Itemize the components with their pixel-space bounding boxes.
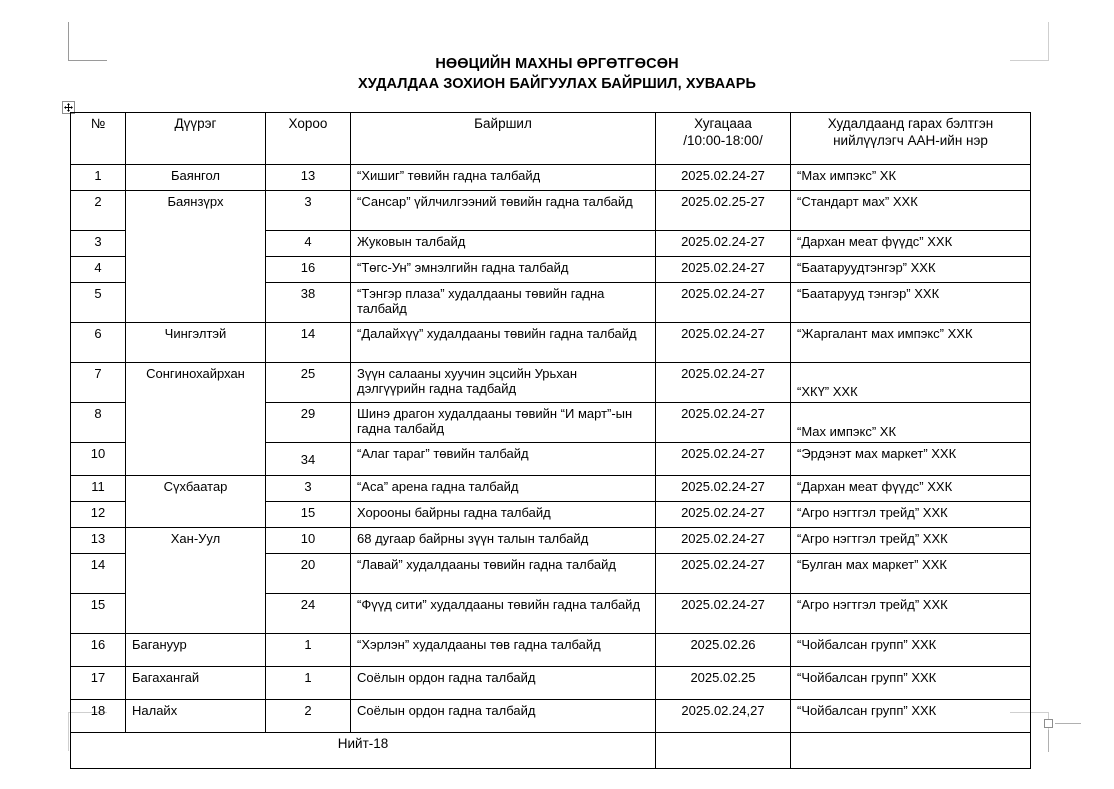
cell-district-songinokhairkhan: Сонгинохайрхан	[126, 363, 266, 476]
cell-khoroo: 34	[266, 443, 351, 476]
cell-date: 2025.02.26	[656, 634, 791, 667]
cell-no: 6	[71, 323, 126, 363]
cell-date: 2025.02.24,27	[656, 700, 791, 733]
resize-guide-horizontal	[1055, 723, 1081, 724]
cell-date: 2025.02.24-27	[656, 502, 791, 528]
cell-date: 2025.02.24-27	[656, 476, 791, 502]
cell-khoroo: 16	[266, 257, 351, 283]
cell-district-bayanzurkh: Баянзүрх	[126, 191, 266, 323]
cell-location: “Аса” арена гадна талбайд	[351, 476, 656, 502]
cell-company: “Баатарууд тэнгэр” ХХК	[791, 283, 1031, 323]
cell-company: “Чойбалсан групп” ХХК	[791, 634, 1031, 667]
cell-location: Жуковын талбайд	[351, 231, 656, 257]
cell-no: 7	[71, 363, 126, 403]
table-body	[71, 165, 1031, 769]
cell-no: 14	[71, 554, 126, 594]
schedule-table	[70, 112, 1031, 769]
column-header-district: Дүүрэг	[126, 113, 266, 165]
cell-company: “Дархан меат фүүдс” ХХК	[791, 231, 1031, 257]
cell-khoroo: 14	[266, 323, 351, 363]
table-head	[71, 113, 1031, 165]
cell-no: 12	[71, 502, 126, 528]
cell-no: 5	[71, 283, 126, 323]
cell-company: “Дархан меат фүүдс” ХХК	[791, 476, 1031, 502]
cell-company: “Агро нэгтгэл трейд” ХХК	[791, 528, 1031, 554]
cell-khoroo: 2	[266, 700, 351, 733]
resize-guide-vertical	[1048, 730, 1049, 752]
cell-location: “Хэрлэн” худалдааны төв гадна талбайд	[351, 634, 656, 667]
cell-district-bayangol: Баянгол	[126, 165, 266, 191]
four-way-arrow-icon	[64, 103, 73, 112]
page-title-line-1: НӨӨЦИЙН МАХНЫ ӨРГӨТГӨСӨН	[435, 56, 679, 72]
column-header-khoroo: Хороо	[266, 113, 351, 165]
cell-company: “Агро нэгтгэл трейд” ХХК	[791, 502, 1031, 528]
cell-company: “Мах импэкс” ХК	[791, 165, 1031, 191]
cell-no: 10	[71, 443, 126, 476]
cell-no: 1	[71, 165, 126, 191]
cell-date: 2025.02.24-27	[656, 257, 791, 283]
table-row	[71, 323, 1031, 363]
cell-location: “Төгс-Ун” эмнэлгийн гадна талбайд	[351, 257, 656, 283]
cell-no: 17	[71, 667, 126, 700]
cell-location: Шинэ драгон худалдааны төвийн “И март”-ын гадна талбайд	[351, 403, 656, 443]
cell-district-bagakhangai: Багахангай	[126, 667, 266, 700]
cell-date: 2025.02.24-27	[656, 554, 791, 594]
cell-no: 3	[71, 231, 126, 257]
total-company-blank	[791, 733, 1031, 769]
cell-no: 8	[71, 403, 126, 443]
cell-location: 68 дугаар байрны зүүн талын талбайд	[351, 528, 656, 554]
cell-date: 2025.02.25-27	[656, 191, 791, 231]
company-header-line-2: нийлүүлэгч ААН-ийн нэр	[833, 132, 988, 148]
cell-date: 2025.02.24-27	[656, 283, 791, 323]
table-row	[71, 165, 1031, 191]
cell-company: “Баатаруудтэнгэр” ХХК	[791, 257, 1031, 283]
cell-company: “Булган мах маркет” ХХК	[791, 554, 1031, 594]
document-title	[0, 54, 1114, 94]
cell-khoroo: 25	[266, 363, 351, 403]
cell-company: “Чойбалсан групп” ХХК	[791, 667, 1031, 700]
cell-location: “Далайхүү” худалдааны төвийн гадна талбайд	[351, 323, 656, 363]
table-total-row	[71, 733, 1031, 769]
cell-date: 2025.02.24-27	[656, 323, 791, 363]
cell-no: 13	[71, 528, 126, 554]
cell-date: 2025.02.25	[656, 667, 791, 700]
cell-no: 4	[71, 257, 126, 283]
table-row	[71, 634, 1031, 667]
cell-khoroo: 29	[266, 403, 351, 443]
cell-district-baganuur: Багануур	[126, 634, 266, 667]
cell-khoroo: 1	[266, 667, 351, 700]
cell-location: “Фүүд сити” худалдааны төвийн гадна талбайд	[351, 594, 656, 634]
cell-date: 2025.02.24-27	[656, 443, 791, 476]
cell-location: “Хишиг” төвийн гадна талбайд	[351, 165, 656, 191]
cell-date: 2025.02.24-27	[656, 231, 791, 257]
cell-khoroo: 4	[266, 231, 351, 257]
column-header-duration	[656, 113, 791, 165]
cell-khoroo: 10	[266, 528, 351, 554]
table-header-row	[71, 113, 1031, 165]
cell-khoroo: 15	[266, 502, 351, 528]
cell-location: Соёлын ордон гадна талбайд	[351, 667, 656, 700]
table-row	[71, 476, 1031, 502]
cell-company: “Агро нэгтгэл трейд” ХХК	[791, 594, 1031, 634]
cell-district-khanuul: Хан-Уул	[126, 528, 266, 634]
cell-no: 16	[71, 634, 126, 667]
cell-company: “Эрдэнэт мах маркет” ХХК	[791, 443, 1031, 476]
table-row	[71, 700, 1031, 733]
cell-date: 2025.02.24-27	[656, 594, 791, 634]
cell-location: “Алаг тараг” төвийн талбайд	[351, 443, 656, 476]
table-row	[71, 528, 1031, 554]
page-title-line-2: ХУДАЛДАА ЗОХИОН БАЙГУУЛАХ БАЙРШИЛ, ХУВААРЬ	[357, 76, 757, 92]
cell-company: “Стандарт мах” ХХК	[791, 191, 1031, 231]
cell-khoroo: 1	[266, 634, 351, 667]
cell-no: 2	[71, 191, 126, 231]
company-header-line-1: Худалдаанд гарах бэлтгэн	[827, 116, 994, 131]
cell-no: 18	[71, 700, 126, 733]
cell-no: 15	[71, 594, 126, 634]
cell-district-nalaikh: Налайх	[126, 700, 266, 733]
column-header-company	[791, 113, 1031, 165]
cell-no: 11	[71, 476, 126, 502]
cell-district-chingeltei: Чингэлтэй	[126, 323, 266, 363]
cell-company: “Чойбалсан групп” ХХК	[791, 700, 1031, 733]
total-label: Нийт-18	[71, 733, 656, 769]
total-date-blank	[656, 733, 791, 769]
cell-company: “Мах импэкс” ХК	[791, 403, 1031, 443]
table-row	[71, 363, 1031, 403]
cell-khoroo: 20	[266, 554, 351, 594]
cell-district-sukhbaatar: Сүхбаатар	[126, 476, 266, 528]
cell-company: “ХКҮ” ХХК	[791, 363, 1031, 403]
table-row	[71, 191, 1031, 231]
cell-khoroo: 3	[266, 191, 351, 231]
cell-khoroo: 38	[266, 283, 351, 323]
schedule-table-container	[70, 112, 1030, 769]
cell-date: 2025.02.24-27	[656, 528, 791, 554]
cell-location: Соёлын ордон гадна талбайд	[351, 700, 656, 733]
table-resize-handle[interactable]	[1044, 719, 1053, 728]
cell-company: “Жаргалант мах импэкс” ХХК	[791, 323, 1031, 363]
table-row	[71, 667, 1031, 700]
cell-location: “Тэнгэр плаза” худалдааны төвийн гадна талбайд	[351, 283, 656, 323]
cell-khoroo: 3	[266, 476, 351, 502]
cell-location: “Лавай” худалдааны төвийн гадна талбайд	[351, 554, 656, 594]
column-header-no: №	[71, 113, 126, 165]
duration-header-line-2: /10:00-18:00/	[683, 132, 763, 148]
cell-location: Хорооны байрны гадна талбайд	[351, 502, 656, 528]
cell-date: 2025.02.24-27	[656, 165, 791, 191]
duration-header-line-1: Хугацааа	[694, 116, 752, 131]
column-header-location: Байршил	[351, 113, 656, 165]
cell-date: 2025.02.24-27	[656, 363, 791, 403]
cell-khoroo: 13	[266, 165, 351, 191]
cell-location: Зүүн салааны хуучин эцсийн Урьхан дэлгүүрийн гадна тадбайд	[351, 363, 656, 403]
cell-khoroo: 24	[266, 594, 351, 634]
cell-date: 2025.02.24-27	[656, 403, 791, 443]
cell-location: “Сансар” үйлчилгээний төвийн гадна талбайд	[351, 191, 656, 231]
